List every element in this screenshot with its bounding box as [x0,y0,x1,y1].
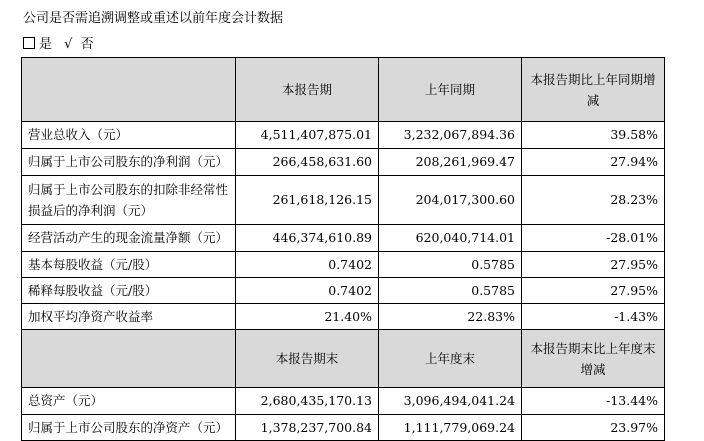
row-label: 归属于上市公司股东的净资产（元） [22,415,236,441]
row-label: 归属于上市公司股东的扣除非经常性损益后的净利润（元） [22,176,236,225]
header-prior-period: 上年同期 [379,58,522,122]
header-change: 本报告期比上年同期增减 [522,58,665,122]
row-label: 总资产（元） [22,388,236,415]
table-row [22,388,665,415]
check-mark: √ [64,37,73,52]
current-value: 266,458,631.60 [236,149,379,176]
restatement-question: 公司是否需追溯调整或重述以前年度会计数据 [23,11,284,26]
current-value: 2,680,435,170.13 [236,388,379,415]
change-value: 28.23% [522,176,665,225]
key-financial-data-table [21,57,665,441]
current-value: 261,618,126.15 [236,176,379,225]
yes-label: 是 [39,37,53,52]
table-header-row [22,330,665,388]
change-value: -13.44% [522,388,665,415]
header-current-period: 本报告期 [236,58,379,122]
prior-value: 208,261,969.47 [379,149,522,176]
change-value: 39.58% [522,122,665,149]
table-row [22,122,665,149]
row-label: 稀释每股收益（元/股） [22,278,236,304]
current-value: 0.7402 [236,278,379,304]
table-row [22,304,665,330]
prior-value: 1,111,779,069.24 [379,415,522,441]
row-label: 经营活动产生的现金流量净额（元） [22,225,236,252]
current-value: 1,378,237,700.84 [236,415,379,441]
change-value: 27.94% [522,149,665,176]
yes-option [23,37,56,53]
table-row [22,225,665,252]
prior-value: 0.5785 [379,252,522,278]
table-row [22,278,665,304]
current-value: 0.7402 [236,252,379,278]
prior-value: 620,040,714.01 [379,225,522,252]
header-change: 本报告期末比上年度末增减 [522,330,665,388]
change-value: 27.95% [522,278,665,304]
header-blank [22,330,236,388]
prior-value: 204,017,300.60 [379,176,522,225]
no-label: 否 [80,37,94,52]
table-row [22,176,665,225]
empty-checkbox-icon [23,37,35,49]
current-value: 21.40% [236,304,379,330]
row-label: 归属于上市公司股东的净利润（元） [22,149,236,176]
header-prior-year-end: 上年度末 [379,330,522,388]
table-header-row [22,58,665,122]
current-value: 4,511,407,875.01 [236,122,379,149]
change-value: -1.43% [522,304,665,330]
prior-value: 0.5785 [379,278,522,304]
prior-value: 22.83% [379,304,522,330]
prior-value: 3,096,494,041.24 [379,388,522,415]
current-value: 446,374,610.89 [236,225,379,252]
header-blank [22,58,236,122]
change-value: -28.01% [522,225,665,252]
row-label: 营业总收入（元） [22,122,236,149]
change-value: 23.97% [522,415,665,441]
table-row [22,252,665,278]
table-row [22,149,665,176]
prior-value: 3,232,067,894.36 [379,122,522,149]
row-label: 基本每股收益（元/股） [22,252,236,278]
header-period-end: 本报告期末 [236,330,379,388]
restatement-choice [23,37,98,53]
row-label: 加权平均净资产收益率 [22,304,236,330]
change-value: 27.95% [522,252,665,278]
